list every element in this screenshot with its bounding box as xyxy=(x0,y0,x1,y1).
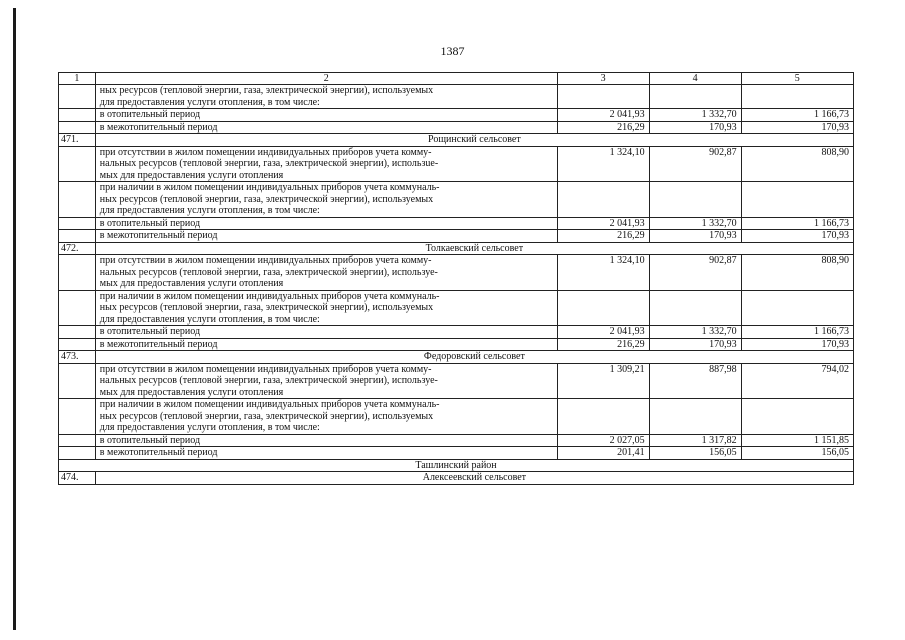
description-line: для предоставления услуги отопления, в том числе: xyxy=(99,205,320,216)
description-line: при отсутствии в жилом помещении индивидуальных приборов учета комму- xyxy=(99,363,432,375)
value-col-5: 1 166,73 xyxy=(741,109,853,122)
value-col-3: 201,41 xyxy=(557,447,649,460)
description-line: ных ресурсов (тепловой энергии, газа, электрической энергии), используемых xyxy=(99,302,434,313)
period-row xyxy=(59,109,854,122)
section-row xyxy=(59,242,854,255)
value-col-3: 216,29 xyxy=(557,121,649,134)
row-number xyxy=(59,338,96,351)
row-number xyxy=(59,230,96,243)
value-col-3 xyxy=(557,290,649,326)
row-description xyxy=(95,109,557,122)
value-col-3: 216,29 xyxy=(557,230,649,243)
description-line: в отопительный период xyxy=(99,217,201,229)
row-number xyxy=(59,447,96,460)
row-description xyxy=(95,326,557,339)
row-number xyxy=(59,121,96,134)
value-col-3: 1 324,10 xyxy=(557,146,649,182)
row-number xyxy=(59,146,96,182)
period-row xyxy=(59,338,854,351)
period-row xyxy=(59,434,854,447)
value-col-5 xyxy=(741,290,853,326)
section-row xyxy=(59,134,854,147)
period-row xyxy=(59,326,854,339)
description-row xyxy=(59,290,854,326)
value-col-5: 794,02 xyxy=(741,363,853,399)
description-line: нальных ресурсов (тепловой энергии, газа, электрической энергии), используе- xyxy=(99,266,438,278)
row-number xyxy=(59,182,96,218)
row-description xyxy=(95,363,557,399)
description-line: нальных ресурсов (тепловой энергии, газа, электрической энергии), использue- xyxy=(99,158,439,169)
row-number xyxy=(59,109,96,122)
row-description xyxy=(95,399,557,435)
value-col-4 xyxy=(649,290,741,326)
value-col-5: 808,90 xyxy=(741,146,853,182)
row-number xyxy=(59,85,96,109)
section-title: Федоровский сельсовет xyxy=(95,351,853,364)
description-line: при наличии в жилом помещении индивидуальных приборов учета коммуналь- xyxy=(99,290,440,302)
value-col-5: 170,93 xyxy=(741,121,853,134)
value-col-3: 1 324,10 xyxy=(557,255,649,291)
value-col-5: 808,90 xyxy=(741,255,853,291)
tariff-table xyxy=(58,72,854,485)
description-line: мых для предоставления услуги отопления xyxy=(99,169,284,181)
description-line: для предоставления услуги отопления, в том числе: xyxy=(99,422,320,433)
section-title: Толкаевский сельсовет xyxy=(95,242,853,255)
value-col-5: 170,93 xyxy=(741,230,853,243)
value-col-4: 887,98 xyxy=(649,363,741,399)
description-line: в межотопительный период xyxy=(99,447,218,458)
value-col-3: 2 027,05 xyxy=(557,434,649,447)
district-title: Ташлинский район xyxy=(59,459,854,472)
value-col-5: 1 166,73 xyxy=(741,326,853,339)
description-line: в межотопительный период xyxy=(99,230,218,241)
description-row xyxy=(59,363,854,399)
value-col-4: 170,93 xyxy=(649,338,741,351)
row-description xyxy=(95,217,557,230)
period-row xyxy=(59,121,854,134)
description-row xyxy=(59,255,854,291)
description-line: в межотопительный период xyxy=(99,121,218,133)
value-col-4 xyxy=(649,85,741,109)
value-col-4 xyxy=(649,182,741,218)
value-col-3: 1 309,21 xyxy=(557,363,649,399)
value-col-3: 2 041,93 xyxy=(557,217,649,230)
description-line: мых для предоставления услуги отопления xyxy=(99,386,284,398)
row-number: 472. xyxy=(59,242,96,255)
description-line: нальных ресурсов (тепловой энергии, газа, электрической энергии), используе- xyxy=(99,375,438,386)
value-col-4: 902,87 xyxy=(649,255,741,291)
row-number xyxy=(59,434,96,447)
description-line: для предоставления услуги отопления, в том числе: xyxy=(99,96,320,108)
description-line: в отопительный период xyxy=(99,326,201,337)
column-header: 2 xyxy=(95,73,557,85)
description-row xyxy=(59,399,854,435)
value-col-5: 170,93 xyxy=(741,338,853,351)
row-number xyxy=(59,217,96,230)
row-number xyxy=(59,290,96,326)
row-description xyxy=(95,182,557,218)
period-row xyxy=(59,230,854,243)
description-line: при отсутствии в жилом помещении индивидуальных приборов учета комму- xyxy=(99,146,432,158)
row-number: 473. xyxy=(59,351,96,364)
description-row xyxy=(59,182,854,218)
value-col-5 xyxy=(741,182,853,218)
value-col-5: 1 151,85 xyxy=(741,434,853,447)
description-line: при отсутствии в жилом помещении индивидуальных приборов учета комму- xyxy=(99,255,432,266)
section-title: Рощинский сельсовет xyxy=(95,134,853,147)
page-number: 1387 xyxy=(440,44,465,58)
scan-edge-line xyxy=(13,8,16,630)
row-description xyxy=(95,290,557,326)
description-line: в отопительный период xyxy=(99,434,201,446)
value-col-3: 2 041,93 xyxy=(557,326,649,339)
row-description xyxy=(95,146,557,182)
description-line: ных ресурсов (тепловой энергии, газа, электрической энергии), используемых xyxy=(99,85,434,96)
value-col-5: 1 166,73 xyxy=(741,217,853,230)
description-row xyxy=(59,85,854,109)
row-description xyxy=(95,255,557,291)
section-title: Алексеевский сельсовет xyxy=(95,472,853,485)
value-col-4: 1 332,70 xyxy=(649,326,741,339)
column-header: 3 xyxy=(557,73,649,85)
row-description xyxy=(95,447,557,460)
section-row xyxy=(59,351,854,364)
description-line: мых для предоставления услуги отопления xyxy=(99,278,284,289)
column-header: 5 xyxy=(741,73,853,85)
description-line: ных ресурсов (тепловой энергии, газа, электрической энергии), используемых xyxy=(99,193,434,205)
column-header: 4 xyxy=(649,73,741,85)
value-col-5: 156,05 xyxy=(741,447,853,460)
row-number xyxy=(59,399,96,435)
value-col-5 xyxy=(741,85,853,109)
row-description xyxy=(95,338,557,351)
description-line: ных ресурсов (тепловой энергии, газа, электрической энергии), используемых xyxy=(99,410,434,422)
description-line: при наличии в жилом помещении индивидуальных приборов учета коммуналь- xyxy=(99,182,440,193)
value-col-3 xyxy=(557,399,649,435)
value-col-4: 1 317,82 xyxy=(649,434,741,447)
row-number: 474. xyxy=(59,472,96,485)
row-description xyxy=(95,121,557,134)
value-col-5 xyxy=(741,399,853,435)
row-number xyxy=(59,326,96,339)
row-description xyxy=(95,434,557,447)
value-col-3: 2 041,93 xyxy=(557,109,649,122)
column-header: 1 xyxy=(59,73,96,85)
value-col-4 xyxy=(649,399,741,435)
value-col-4: 1 332,70 xyxy=(649,217,741,230)
period-row xyxy=(59,447,854,460)
row-number xyxy=(59,255,96,291)
value-col-3 xyxy=(557,85,649,109)
value-col-4: 902,87 xyxy=(649,146,741,182)
district-row xyxy=(59,459,854,472)
description-line: в отопительный период xyxy=(99,109,201,120)
value-col-4: 156,05 xyxy=(649,447,741,460)
value-col-4: 170,93 xyxy=(649,230,741,243)
description-row xyxy=(59,146,854,182)
value-col-4: 170,93 xyxy=(649,121,741,134)
value-col-4: 1 332,70 xyxy=(649,109,741,122)
row-description xyxy=(95,230,557,243)
description-line: для предоставления услуги отопления, в том числе: xyxy=(99,313,320,325)
value-col-3 xyxy=(557,182,649,218)
description-line: в межотопительный период xyxy=(99,338,218,350)
row-number: 471. xyxy=(59,134,96,147)
column-header-row xyxy=(59,73,854,85)
row-description xyxy=(95,85,557,109)
period-row xyxy=(59,217,854,230)
value-col-3: 216,29 xyxy=(557,338,649,351)
description-line: при наличии в жилом помещении индивидуальных приборов учета коммуналь- xyxy=(99,399,440,410)
row-number xyxy=(59,363,96,399)
section-row xyxy=(59,472,854,485)
